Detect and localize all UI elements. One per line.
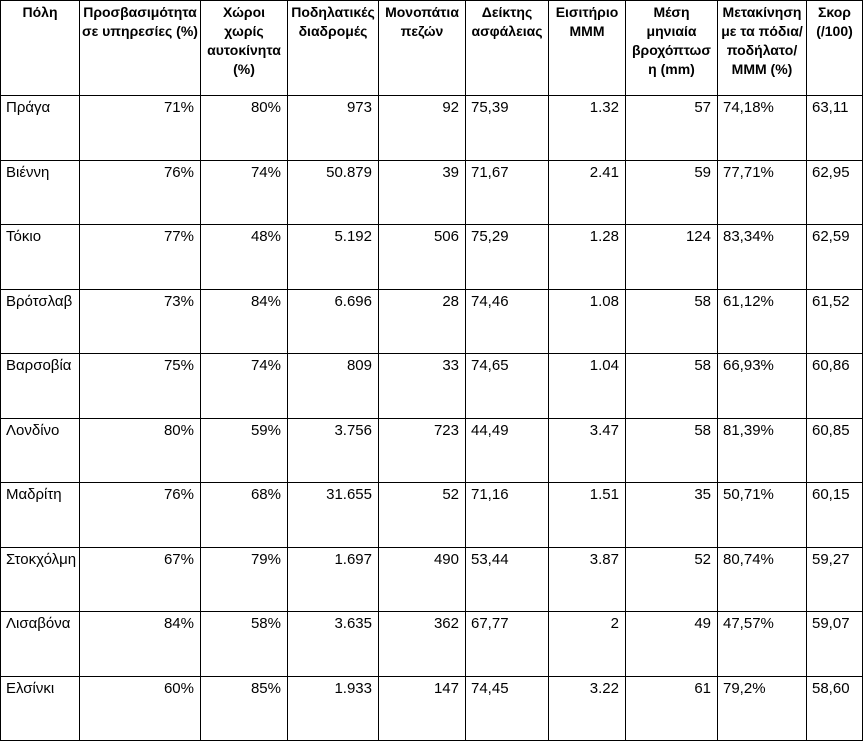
table-body	[1, 96, 863, 741]
value-cell: 3.47	[549, 418, 626, 483]
value-cell: 71,67	[466, 160, 549, 225]
city-cell: Λισαβόνα	[1, 612, 80, 677]
value-cell: 2.41	[549, 160, 626, 225]
value-cell: 77,71%	[718, 160, 807, 225]
value-cell: 71,16	[466, 483, 549, 548]
value-cell: 80%	[201, 96, 288, 161]
column-header-1: Προσβασιμότητα σε υπηρεσίες (%)	[80, 1, 201, 96]
value-cell: 3.87	[549, 547, 626, 612]
value-cell: 147	[379, 676, 466, 741]
value-cell: 39	[379, 160, 466, 225]
value-cell: 80,74%	[718, 547, 807, 612]
value-cell: 58%	[201, 612, 288, 677]
table-row	[1, 418, 863, 483]
value-cell: 5.192	[288, 225, 379, 290]
value-cell: 80%	[80, 418, 201, 483]
value-cell: 79%	[201, 547, 288, 612]
table-row	[1, 547, 863, 612]
table-row	[1, 289, 863, 354]
value-cell: 74%	[201, 160, 288, 225]
value-cell: 59	[626, 160, 718, 225]
value-cell: 74,45	[466, 676, 549, 741]
value-cell: 35	[626, 483, 718, 548]
value-cell: 71%	[80, 96, 201, 161]
value-cell: 52	[379, 483, 466, 548]
value-cell: 76%	[80, 483, 201, 548]
value-cell: 83,34%	[718, 225, 807, 290]
value-cell: 76%	[80, 160, 201, 225]
value-cell: 1.51	[549, 483, 626, 548]
table-row	[1, 676, 863, 741]
value-cell: 490	[379, 547, 466, 612]
value-cell: 74,46	[466, 289, 549, 354]
city-cell: Πράγα	[1, 96, 80, 161]
value-cell: 50.879	[288, 160, 379, 225]
value-cell: 3.756	[288, 418, 379, 483]
value-cell: 58,60	[807, 676, 863, 741]
city-cell: Βρότσλαβ	[1, 289, 80, 354]
value-cell: 1.04	[549, 354, 626, 419]
value-cell: 33	[379, 354, 466, 419]
value-cell: 44,49	[466, 418, 549, 483]
value-cell: 2	[549, 612, 626, 677]
value-cell: 62,59	[807, 225, 863, 290]
value-cell: 59%	[201, 418, 288, 483]
value-cell: 67%	[80, 547, 201, 612]
value-cell: 79,2%	[718, 676, 807, 741]
header-row	[1, 1, 863, 96]
column-header-8: Μετακίνηση με τα πόδια/ποδήλατο/ΜΜΜ (%)	[718, 1, 807, 96]
column-header-6: Εισιτήριο ΜΜΜ	[549, 1, 626, 96]
value-cell: 75,39	[466, 96, 549, 161]
city-cell: Στοκχόλμη	[1, 547, 80, 612]
value-cell: 1.933	[288, 676, 379, 741]
table-header	[1, 1, 863, 96]
value-cell: 48%	[201, 225, 288, 290]
value-cell: 31.655	[288, 483, 379, 548]
value-cell: 6.696	[288, 289, 379, 354]
city-cell: Ελσίνκι	[1, 676, 80, 741]
value-cell: 74,18%	[718, 96, 807, 161]
value-cell: 47,57%	[718, 612, 807, 677]
value-cell: 66,93%	[718, 354, 807, 419]
value-cell: 62,95	[807, 160, 863, 225]
value-cell: 58	[626, 289, 718, 354]
city-cell: Βαρσοβία	[1, 354, 80, 419]
table-row	[1, 96, 863, 161]
column-header-4: Μονοπάτια πεζών	[379, 1, 466, 96]
table-row	[1, 160, 863, 225]
value-cell: 67,77	[466, 612, 549, 677]
table-row	[1, 354, 863, 419]
value-cell: 75%	[80, 354, 201, 419]
value-cell: 1.08	[549, 289, 626, 354]
value-cell: 1.28	[549, 225, 626, 290]
value-cell: 59,07	[807, 612, 863, 677]
value-cell: 506	[379, 225, 466, 290]
value-cell: 81,39%	[718, 418, 807, 483]
city-cell: Μαδρίτη	[1, 483, 80, 548]
column-header-9: Σκορ (/100)	[807, 1, 863, 96]
value-cell: 74%	[201, 354, 288, 419]
value-cell: 60,15	[807, 483, 863, 548]
city-cell: Βιέννη	[1, 160, 80, 225]
value-cell: 63,11	[807, 96, 863, 161]
value-cell: 61,52	[807, 289, 863, 354]
value-cell: 60%	[80, 676, 201, 741]
value-cell: 60,85	[807, 418, 863, 483]
value-cell: 59,27	[807, 547, 863, 612]
column-header-5: Δείκτης ασφάλειας	[466, 1, 549, 96]
value-cell: 3.22	[549, 676, 626, 741]
value-cell: 77%	[80, 225, 201, 290]
value-cell: 28	[379, 289, 466, 354]
value-cell: 58	[626, 354, 718, 419]
value-cell: 84%	[201, 289, 288, 354]
value-cell: 61	[626, 676, 718, 741]
value-cell: 84%	[80, 612, 201, 677]
column-header-3: Ποδηλατικές διαδρομές	[288, 1, 379, 96]
value-cell: 49	[626, 612, 718, 677]
value-cell: 723	[379, 418, 466, 483]
value-cell: 58	[626, 418, 718, 483]
table-row	[1, 612, 863, 677]
city-cell: Λονδίνο	[1, 418, 80, 483]
column-header-7: Μέση μηνιαία βροχόπτωση (mm)	[626, 1, 718, 96]
city-cell: Τόκιο	[1, 225, 80, 290]
value-cell: 92	[379, 96, 466, 161]
value-cell: 75,29	[466, 225, 549, 290]
value-cell: 3.635	[288, 612, 379, 677]
value-cell: 74,65	[466, 354, 549, 419]
value-cell: 85%	[201, 676, 288, 741]
column-header-2: Χώροι χωρίς αυτοκίνητα (%)	[201, 1, 288, 96]
column-header-0: Πόλη	[1, 1, 80, 96]
table-row	[1, 225, 863, 290]
value-cell: 124	[626, 225, 718, 290]
value-cell: 1.32	[549, 96, 626, 161]
table-row	[1, 483, 863, 548]
value-cell: 68%	[201, 483, 288, 548]
value-cell: 53,44	[466, 547, 549, 612]
value-cell: 809	[288, 354, 379, 419]
value-cell: 73%	[80, 289, 201, 354]
value-cell: 52	[626, 547, 718, 612]
value-cell: 57	[626, 96, 718, 161]
value-cell: 362	[379, 612, 466, 677]
value-cell: 1.697	[288, 547, 379, 612]
value-cell: 61,12%	[718, 289, 807, 354]
value-cell: 60,86	[807, 354, 863, 419]
value-cell: 973	[288, 96, 379, 161]
value-cell: 50,71%	[718, 483, 807, 548]
